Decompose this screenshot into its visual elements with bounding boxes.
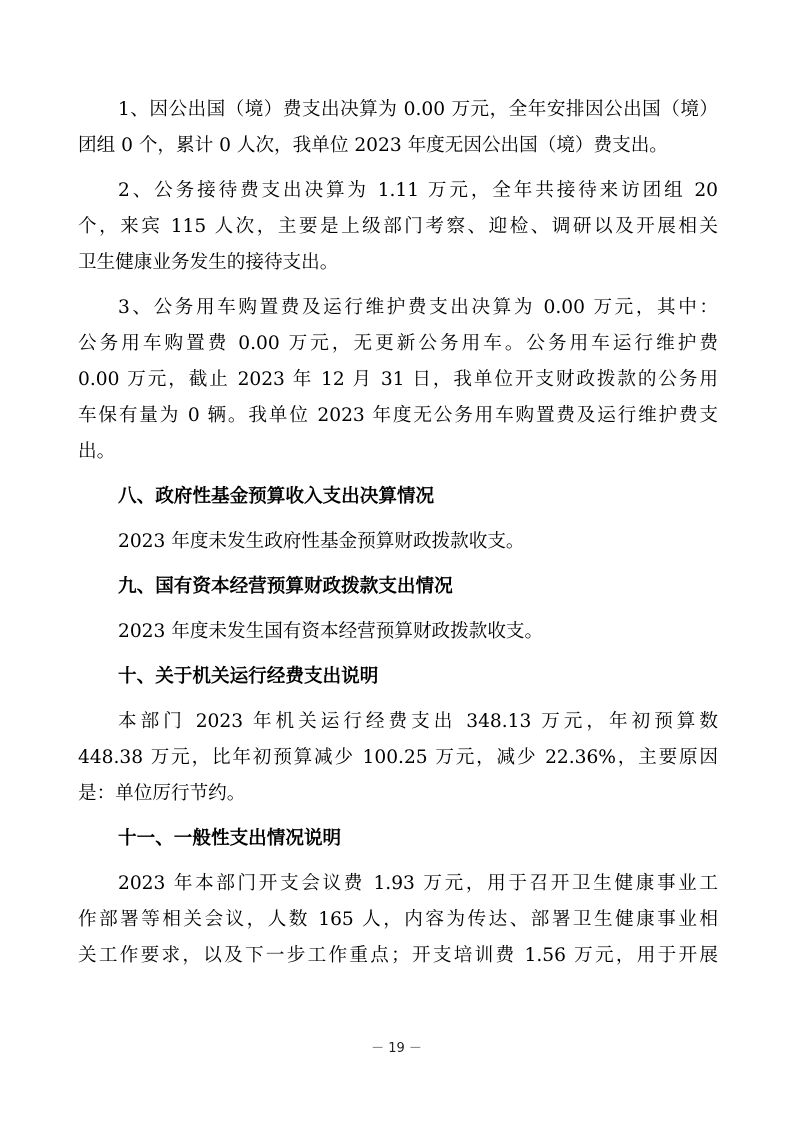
text-line: 3、公务用车购置费及运行维护费支出决算为 0.00 万元，其中： (118, 297, 718, 318)
section-heading-11: 十一、一般性支出情况说明 (118, 828, 342, 849)
text-line: 公务用车购置费 0.00 万元，无更新公务用车。公务用车运行维护费 (78, 333, 718, 354)
paragraph-reception-expense (78, 173, 718, 281)
text-line: 448.38 万元，比年初预算减少 100.25 万元，减少 22.36%，主要原因 (78, 747, 718, 768)
text-line: 2、公务接待费支出决算为 1.11 万元，全年共接待来访团组 20 (118, 180, 718, 201)
text-line: 出。 (78, 441, 116, 462)
paragraph-general-expense (78, 866, 718, 974)
paragraph-vehicle-expense (78, 290, 718, 470)
section-heading-9: 九、国有资本经营预算财政拨款支出情况 (118, 576, 453, 597)
text-line: 是：单位厉行节约。 (78, 783, 246, 804)
text-line: 卫生健康业务发生的接待支出。 (78, 252, 339, 273)
text-line: 作部署等相关会议，人数 165 人，内容为传达、部署卫生健康事业相 (78, 909, 718, 930)
page-number: － 19 － (371, 1041, 422, 1056)
section-heading-10: 十、关于机关运行经费支出说明 (118, 666, 379, 687)
text-line: 团组 0 个，累计 0 人次，我单位 2023 年度无因公出国（境）费支出。 (78, 135, 668, 156)
text-line: 本部门 2023 年机关运行经费支出 348.13 万元，年初预算数 (118, 711, 718, 732)
text-line: 1、因公出国（境）费支出决算为 0.00 万元，全年安排因公出国（境） (118, 99, 718, 120)
paragraph-state-capital: 2023 年度未发生国有资本经营预算财政拨款收支。 (118, 621, 544, 642)
paragraph-overseas-expense (78, 92, 718, 164)
text-line: 车保有量为 0 辆。我单位 2023 年度无公务用车购置费及运行维护费支 (78, 405, 718, 426)
text-line: 关工作要求，以及下一步工作重点；开支培训费 1.56 万元，用于开展 (78, 945, 718, 966)
section-heading-8: 八、政府性基金预算收入支出决算情况 (118, 486, 435, 507)
text-line: 0.00 万元，截止 2023 年 12 月 31 日，我单位开支财政拨款的公务用 (78, 369, 718, 390)
paragraph-operating-expense (78, 704, 718, 812)
paragraph-government-fund: 2023 年度未发生政府性基金预算财政拨款收支。 (118, 531, 525, 552)
text-line: 个，来宾 115 人次，主要是上级部门考察、迎检、调研以及开展相关 (78, 216, 718, 237)
text-line: 2023 年本部门开支会议费 1.93 万元，用于召开卫生健康事业工 (118, 873, 718, 894)
document-page (78, 92, 718, 974)
